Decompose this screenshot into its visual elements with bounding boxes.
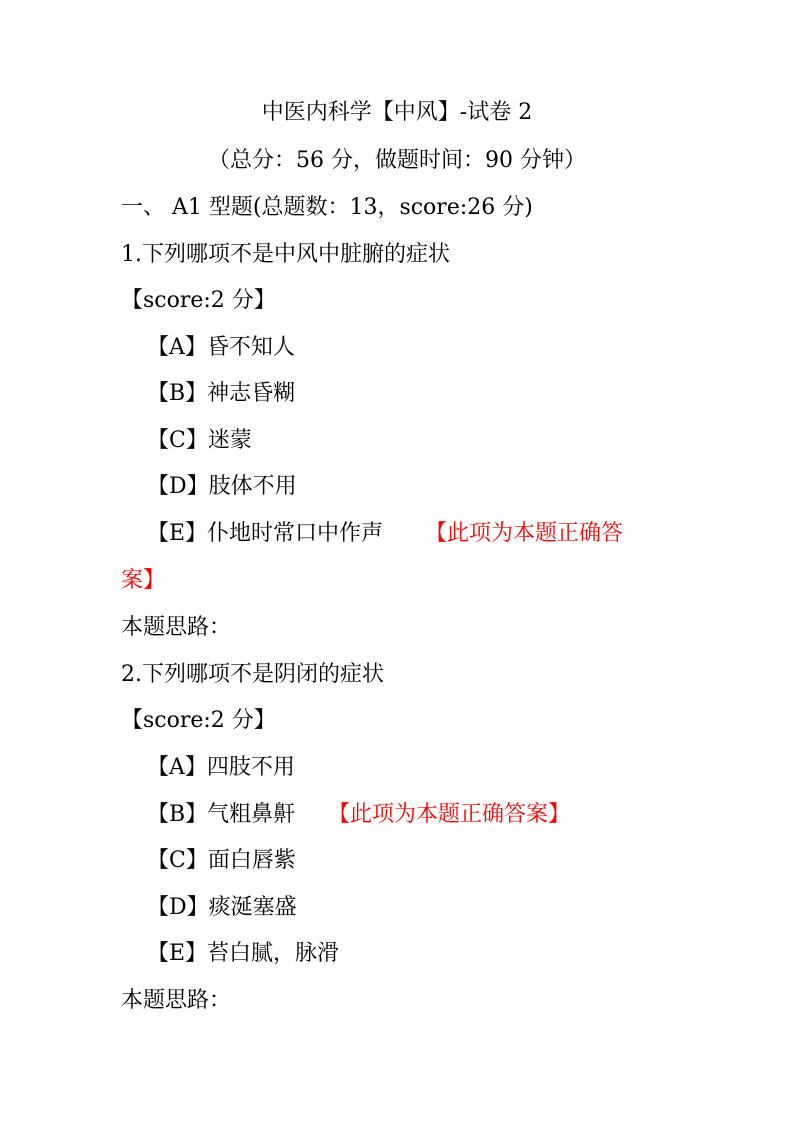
question-1-option-d: 【D】肢体不用 — [147, 474, 297, 499]
question-1-score: 【score:2 分】 — [121, 288, 276, 313]
question-2-option-a: 【A】四肢不用 — [147, 755, 295, 780]
question-1-correct-answer-mark: 【此项为本题正确答 — [425, 521, 624, 546]
question-2-option-d: 【D】痰涎塞盛 — [147, 895, 297, 920]
question-2-option-c: 【C】面白唇紫 — [147, 848, 296, 873]
question-1-correct-answer-mark-continued: 案】 — [121, 568, 166, 593]
question-1-stem: 1.下列哪项不是中风中脏腑的症状 — [121, 242, 450, 267]
question-1-option-e: 【E】仆地时常口中作声 — [147, 521, 384, 546]
question-2-analysis-label: 本题思路： — [121, 988, 232, 1013]
question-2-correct-answer-mark: 【此项为本题正确答案】 — [328, 802, 571, 827]
question-1-option-a: 【A】昏不知人 — [147, 335, 295, 360]
question-1-option-b: 【B】神志昏糊 — [147, 381, 296, 406]
section-header: 一、 A1 型题(总题数：13，score:26 分) — [121, 195, 533, 220]
question-2-option-e: 【E】苔白腻，脉滑 — [147, 941, 340, 966]
exam-title: 中医内科学【中风】-试卷 2 — [261, 100, 533, 125]
question-2-score: 【score:2 分】 — [121, 708, 276, 733]
question-2-option-b: 【B】气粗鼻鼾 — [147, 802, 296, 827]
exam-subtitle: （总分：56 分，做题时间：90 分钟） — [208, 148, 586, 173]
question-1-analysis-label: 本题思路： — [121, 615, 232, 640]
question-1-option-c: 【C】迷蒙 — [147, 428, 252, 453]
question-2-stem: 2.下列哪项不是阴闭的症状 — [121, 662, 384, 687]
